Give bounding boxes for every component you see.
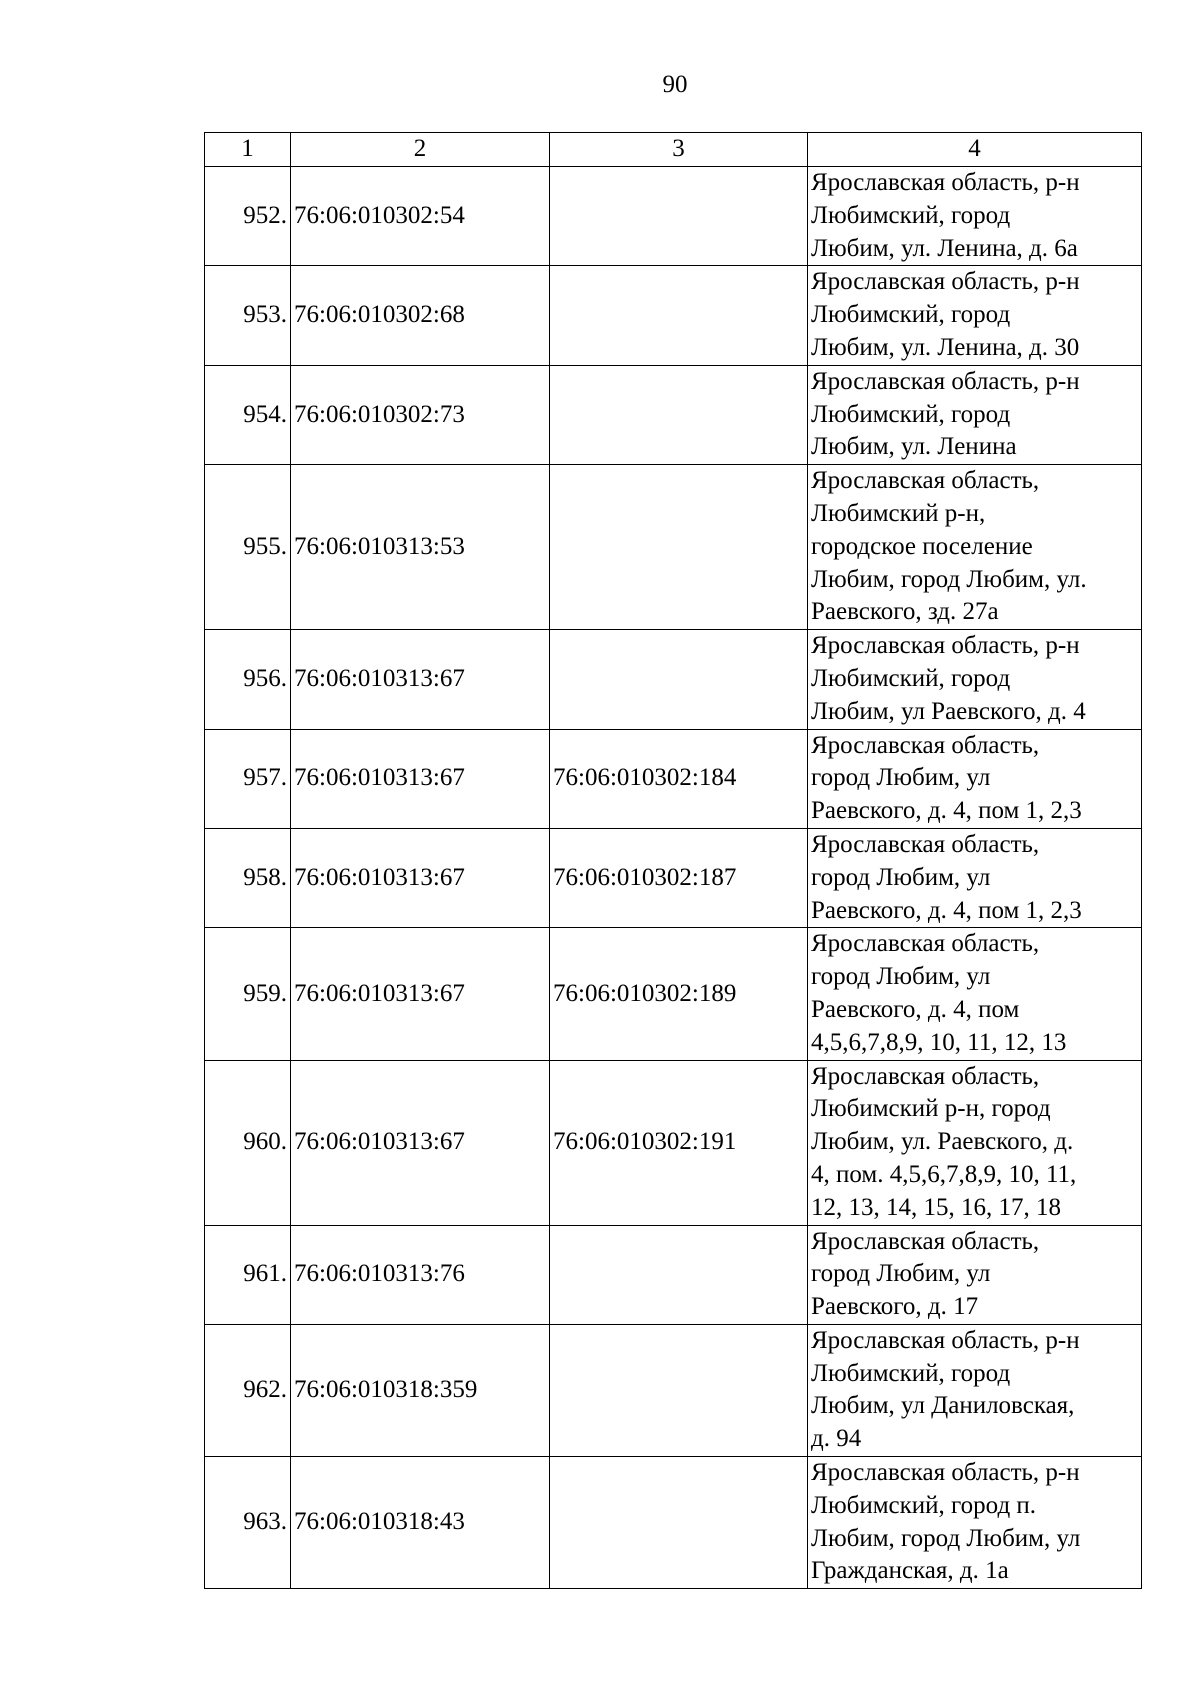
page-number: 90 (662, 71, 688, 98)
address-line: Ярославская область, р-н (811, 1326, 1080, 1354)
address-line: Ярославская область, р-н (811, 268, 1080, 296)
address-line: Ярославская область, (811, 830, 1040, 858)
address-line: Любимский, город (811, 664, 1011, 692)
address-line: Ярославская область, (811, 930, 1040, 958)
table-row (205, 266, 1142, 365)
address-line: город Любим, ул (811, 863, 991, 891)
row-number: 961. (205, 1225, 291, 1324)
address-line: Ярославская область, (811, 467, 1040, 495)
row-number: 953. (205, 266, 291, 365)
object-cadastral-number (550, 266, 808, 365)
address-line: д. 94 (811, 1425, 862, 1453)
address-line: 12, 13, 14, 15, 16, 17, 18 (811, 1193, 1061, 1221)
row-number: 954. (205, 365, 291, 464)
row-number: 956. (205, 630, 291, 729)
address-line: Любимский, город (811, 400, 1011, 428)
address-line: Ярославская область, р-н (811, 1459, 1080, 1487)
address-line: Ярославская область, р-н (811, 169, 1080, 196)
land-cadastral-number: 76:06:010313:67 (291, 729, 550, 828)
column-header-1: 1 (205, 133, 291, 167)
land-cadastral-number: 76:06:010313:53 (291, 465, 550, 630)
table-row (205, 365, 1142, 464)
land-cadastral-number: 76:06:010313:67 (291, 1060, 550, 1225)
address-line: Любимский, город п. (811, 1491, 1037, 1519)
land-cadastral-number: 76:06:010313:76 (291, 1225, 550, 1324)
address-line: Любим, ул. Ленина (811, 433, 1017, 461)
address-line: 4, пом. 4,5,6,7,8,9, 10, 11, (811, 1160, 1077, 1188)
object-cadastral-number (550, 167, 808, 266)
object-cadastral-number: 76:06:010302:191 (550, 1060, 808, 1225)
object-cadastral-number (550, 1225, 808, 1324)
row-number: 955. (205, 465, 291, 630)
registry-table (204, 132, 1142, 1589)
address-cell (808, 365, 1142, 464)
row-number: 958. (205, 828, 291, 927)
address-line: Любимский р-н, (811, 499, 986, 527)
table-row (205, 729, 1142, 828)
land-cadastral-number: 76:06:010313:67 (291, 828, 550, 927)
address-line: город Любим, ул (811, 963, 991, 991)
address-line: Ярославская область, р-н (811, 367, 1080, 395)
table-body (205, 167, 1142, 1589)
column-header-4: 4 (808, 133, 1142, 167)
address-cell (808, 167, 1142, 266)
address-cell (808, 1457, 1142, 1589)
table-row (205, 1060, 1142, 1225)
land-cadastral-number: 76:06:010318:43 (291, 1457, 550, 1589)
address-line: Любим, ул Даниловская, (811, 1392, 1075, 1420)
address-line: Ярославская область, (811, 1062, 1040, 1090)
address-line: Ярославская область, (811, 1227, 1040, 1255)
row-number: 962. (205, 1324, 291, 1456)
land-cadastral-number: 76:06:010313:67 (291, 928, 550, 1060)
address-cell (808, 266, 1142, 365)
address-cell (808, 1225, 1142, 1324)
object-cadastral-number: 76:06:010302:187 (550, 828, 808, 927)
address-line: Ярославская область, (811, 731, 1040, 759)
address-line: город Любим, ул (811, 1260, 991, 1288)
column-header-3: 3 (550, 133, 808, 167)
object-cadastral-number: 76:06:010302:184 (550, 729, 808, 828)
table-row (205, 465, 1142, 630)
address-line: Любим, ул. Ленина, д. 6а (811, 234, 1078, 262)
address-line: Любимский р-н, город (811, 1095, 1051, 1123)
table-row (205, 1457, 1142, 1589)
address-line: Раевского, д. 4, пом (811, 995, 1020, 1023)
address-line: Раевского, д. 17 (811, 1293, 979, 1321)
land-cadastral-number: 76:06:010302:54 (291, 167, 550, 266)
address-cell (808, 630, 1142, 729)
address-line: городское поселение (811, 532, 1033, 560)
object-cadastral-number (550, 1457, 808, 1589)
column-header-2: 2 (291, 133, 550, 167)
address-cell (808, 1060, 1142, 1225)
row-number: 952. (205, 167, 291, 266)
land-cadastral-number: 76:06:010302:73 (291, 365, 550, 464)
address-line: Любимский, город (811, 1359, 1011, 1387)
land-cadastral-number: 76:06:010318:359 (291, 1324, 550, 1456)
address-line: Любимский, город (811, 201, 1011, 229)
row-number: 957. (205, 729, 291, 828)
address-line: Любим, ул. Ленина, д. 30 (811, 333, 1080, 361)
address-line: Любим, ул Раевского, д. 4 (811, 697, 1086, 725)
address-line: Гражданская, д. 1а (811, 1557, 1009, 1585)
table-row (205, 630, 1142, 729)
address-line: Любим, ул. Раевского, д. (811, 1128, 1074, 1156)
address-line: Любим, город Любим, ул. (811, 565, 1087, 593)
row-number: 960. (205, 1060, 291, 1225)
table-row (205, 167, 1142, 266)
table-row (205, 1225, 1142, 1324)
table-row (205, 1324, 1142, 1456)
row-number: 959. (205, 928, 291, 1060)
address-cell (808, 828, 1142, 927)
address-cell (808, 1324, 1142, 1456)
object-cadastral-number (550, 365, 808, 464)
address-cell (808, 465, 1142, 630)
table-row (205, 828, 1142, 927)
address-cell (808, 928, 1142, 1060)
object-cadastral-number (550, 630, 808, 729)
table-header-row (205, 133, 1142, 167)
address-line: 4,5,6,7,8,9, 10, 11, 12, 13 (811, 1028, 1067, 1056)
address-line: город Любим, ул (811, 764, 991, 792)
row-number: 963. (205, 1457, 291, 1589)
address-line: Любим, город Любим, ул (811, 1524, 1081, 1552)
address-line: Любимский, город (811, 301, 1011, 329)
object-cadastral-number: 76:06:010302:189 (550, 928, 808, 1060)
address-line: Ярославская область, р-н (811, 632, 1080, 660)
address-cell (808, 729, 1142, 828)
land-cadastral-number: 76:06:010302:68 (291, 266, 550, 365)
object-cadastral-number (550, 465, 808, 630)
object-cadastral-number (550, 1324, 808, 1456)
land-cadastral-number: 76:06:010313:67 (291, 630, 550, 729)
address-line: Раевского, зд. 27а (811, 598, 999, 626)
address-line: Раевского, д. 4, пом 1, 2,3 (811, 896, 1082, 924)
address-line: Раевского, д. 4, пом 1, 2,3 (811, 797, 1082, 825)
table-row (205, 928, 1142, 1060)
